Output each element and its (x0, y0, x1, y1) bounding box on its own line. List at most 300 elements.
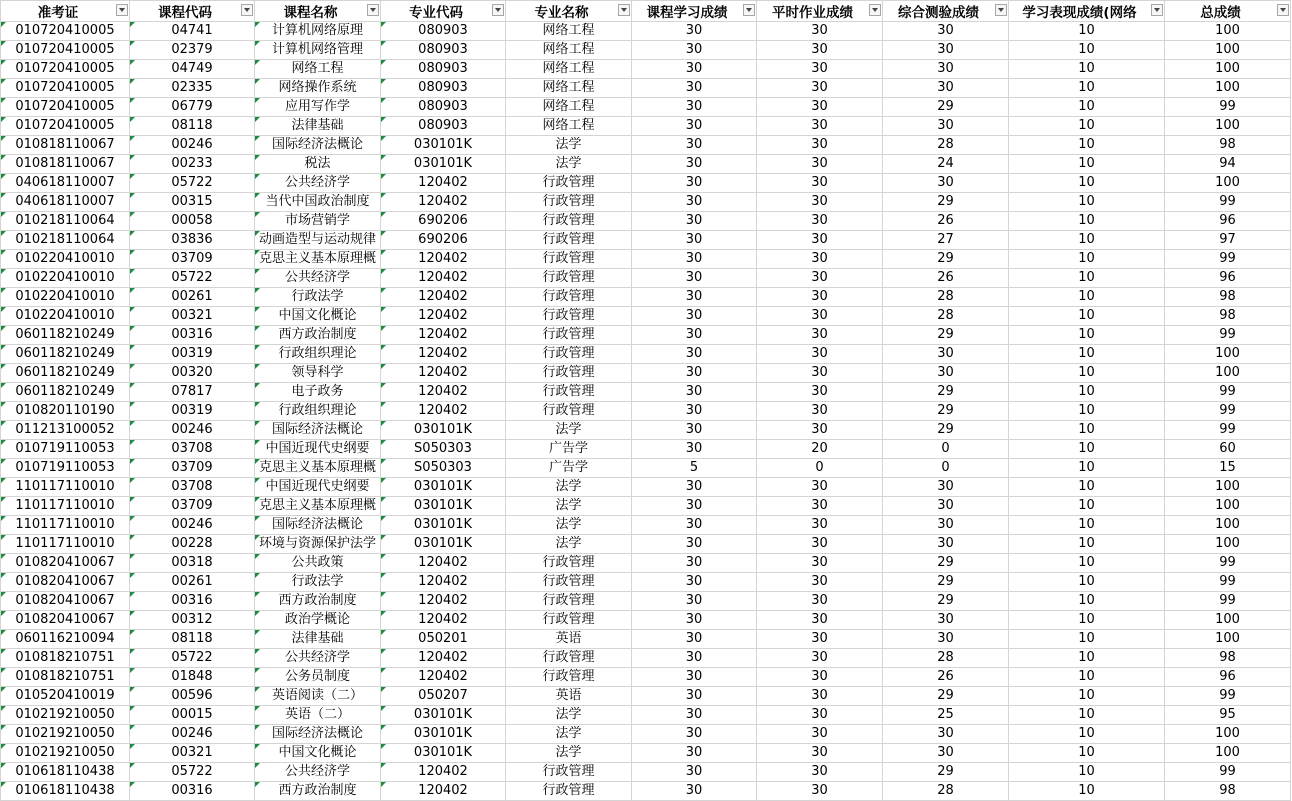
cell-course-code[interactable]: 00246 (130, 725, 255, 744)
cell-course-study-score[interactable]: 30 (632, 41, 757, 60)
cell-course-study-score[interactable]: 30 (632, 497, 757, 516)
cell-test-score[interactable]: 30 (883, 516, 1009, 535)
cell-course-code[interactable]: 00596 (130, 687, 255, 706)
cell-admission-no[interactable]: 010818110067 (1, 155, 130, 174)
cell-major-name[interactable]: 行政管理 (506, 307, 632, 326)
cell-major-code[interactable]: 120402 (381, 763, 506, 782)
header-cell-major-name[interactable] (506, 1, 632, 22)
cell-major-name[interactable]: 行政管理 (506, 193, 632, 212)
cell-homework-score[interactable]: 30 (757, 725, 883, 744)
cell-performance-score[interactable]: 10 (1009, 136, 1165, 155)
cell-course-study-score[interactable]: 30 (632, 345, 757, 364)
cell-course-name[interactable]: 公共经济学 (255, 174, 381, 193)
filter-dropdown-icon[interactable] (743, 4, 755, 16)
cell-test-score[interactable]: 30 (883, 22, 1009, 41)
cell-major-code[interactable]: 120402 (381, 364, 506, 383)
cell-test-score[interactable]: 29 (883, 193, 1009, 212)
cell-total-score[interactable]: 99 (1165, 592, 1291, 611)
cell-course-study-score[interactable]: 30 (632, 687, 757, 706)
cell-course-name[interactable]: 应用写作学 (255, 98, 381, 117)
cell-total-score[interactable]: 99 (1165, 554, 1291, 573)
cell-admission-no[interactable]: 110117110010 (1, 516, 130, 535)
filter-dropdown-icon[interactable] (241, 4, 253, 16)
cell-major-code[interactable]: 030101K (381, 421, 506, 440)
cell-major-code[interactable]: 120402 (381, 250, 506, 269)
cell-performance-score[interactable]: 10 (1009, 668, 1165, 687)
cell-test-score[interactable]: 26 (883, 269, 1009, 288)
cell-test-score[interactable]: 28 (883, 307, 1009, 326)
cell-major-name[interactable]: 行政管理 (506, 782, 632, 801)
cell-test-score[interactable]: 29 (883, 383, 1009, 402)
cell-total-score[interactable]: 100 (1165, 41, 1291, 60)
filter-dropdown-icon[interactable] (1151, 4, 1163, 16)
cell-course-name[interactable]: 国际经济法概论 (255, 725, 381, 744)
cell-test-score[interactable]: 30 (883, 725, 1009, 744)
cell-performance-score[interactable]: 10 (1009, 573, 1165, 592)
cell-course-study-score[interactable]: 30 (632, 440, 757, 459)
cell-major-name[interactable]: 法学 (506, 478, 632, 497)
cell-homework-score[interactable]: 30 (757, 782, 883, 801)
cell-test-score[interactable]: 0 (883, 440, 1009, 459)
cell-course-code[interactable]: 05722 (130, 174, 255, 193)
cell-test-score[interactable]: 28 (883, 136, 1009, 155)
cell-major-name[interactable]: 行政管理 (506, 326, 632, 345)
cell-course-study-score[interactable]: 30 (632, 79, 757, 98)
cell-homework-score[interactable]: 30 (757, 763, 883, 782)
cell-course-code[interactable]: 03709 (130, 497, 255, 516)
cell-course-name[interactable]: 计算机网络原理 (255, 22, 381, 41)
cell-major-name[interactable]: 行政管理 (506, 763, 632, 782)
cell-performance-score[interactable]: 10 (1009, 231, 1165, 250)
cell-admission-no[interactable]: 010220410010 (1, 307, 130, 326)
cell-course-name[interactable]: 法律基础 (255, 117, 381, 136)
cell-total-score[interactable]: 96 (1165, 212, 1291, 231)
cell-course-study-score[interactable]: 30 (632, 22, 757, 41)
cell-major-code[interactable]: 030101K (381, 706, 506, 725)
cell-performance-score[interactable]: 10 (1009, 41, 1165, 60)
cell-major-code[interactable]: 120402 (381, 782, 506, 801)
cell-major-name[interactable]: 法学 (506, 725, 632, 744)
cell-homework-score[interactable]: 30 (757, 231, 883, 250)
cell-major-name[interactable]: 行政管理 (506, 231, 632, 250)
cell-major-code[interactable]: 120402 (381, 383, 506, 402)
cell-course-name[interactable]: 英语阅读（二） (255, 687, 381, 706)
cell-total-score[interactable]: 99 (1165, 326, 1291, 345)
cell-homework-score[interactable]: 30 (757, 516, 883, 535)
cell-test-score[interactable]: 28 (883, 649, 1009, 668)
cell-admission-no[interactable]: 010818210751 (1, 668, 130, 687)
cell-performance-score[interactable]: 10 (1009, 269, 1165, 288)
cell-course-name[interactable]: 行政组织理论 (255, 402, 381, 421)
cell-major-name[interactable]: 行政管理 (506, 364, 632, 383)
cell-course-study-score[interactable]: 30 (632, 250, 757, 269)
cell-test-score[interactable]: 29 (883, 592, 1009, 611)
header-cell-course-code[interactable] (130, 1, 255, 22)
cell-major-code[interactable]: 120402 (381, 326, 506, 345)
header-cell-admission-no[interactable] (1, 1, 130, 22)
cell-course-code[interactable]: 00321 (130, 307, 255, 326)
cell-course-code[interactable]: 00316 (130, 782, 255, 801)
cell-admission-no[interactable]: 010220410010 (1, 269, 130, 288)
cell-course-study-score[interactable]: 30 (632, 174, 757, 193)
cell-total-score[interactable]: 99 (1165, 250, 1291, 269)
cell-admission-no[interactable]: 011213100052 (1, 421, 130, 440)
cell-homework-score[interactable]: 30 (757, 288, 883, 307)
cell-total-score[interactable]: 98 (1165, 649, 1291, 668)
cell-major-code[interactable]: 050201 (381, 630, 506, 649)
cell-total-score[interactable]: 100 (1165, 345, 1291, 364)
cell-homework-score[interactable]: 20 (757, 440, 883, 459)
cell-admission-no[interactable]: 010719110053 (1, 459, 130, 478)
cell-admission-no[interactable]: 110117110010 (1, 478, 130, 497)
cell-course-study-score[interactable]: 30 (632, 535, 757, 554)
cell-course-study-score[interactable]: 30 (632, 231, 757, 250)
cell-course-name[interactable]: 网络工程 (255, 60, 381, 79)
cell-admission-no[interactable]: 010618110438 (1, 782, 130, 801)
cell-admission-no[interactable]: 010219210050 (1, 725, 130, 744)
cell-performance-score[interactable]: 10 (1009, 497, 1165, 516)
cell-homework-score[interactable]: 30 (757, 60, 883, 79)
cell-test-score[interactable]: 30 (883, 364, 1009, 383)
cell-course-name[interactable]: 西方政治制度 (255, 592, 381, 611)
cell-admission-no[interactable]: 060116210094 (1, 630, 130, 649)
cell-major-name[interactable]: 网络工程 (506, 79, 632, 98)
cell-performance-score[interactable]: 10 (1009, 687, 1165, 706)
cell-major-name[interactable]: 行政管理 (506, 554, 632, 573)
filter-dropdown-icon[interactable] (367, 4, 379, 16)
cell-course-code[interactable]: 00261 (130, 288, 255, 307)
cell-test-score[interactable]: 25 (883, 706, 1009, 725)
cell-major-code[interactable]: 080903 (381, 98, 506, 117)
header-cell-homework-score[interactable] (757, 1, 883, 22)
cell-major-name[interactable]: 行政管理 (506, 668, 632, 687)
cell-major-code[interactable]: 030101K (381, 744, 506, 763)
cell-course-code[interactable]: 00319 (130, 402, 255, 421)
cell-homework-score[interactable]: 30 (757, 250, 883, 269)
cell-performance-score[interactable]: 10 (1009, 535, 1165, 554)
cell-homework-score[interactable]: 30 (757, 212, 883, 231)
cell-total-score[interactable]: 100 (1165, 174, 1291, 193)
cell-total-score[interactable]: 99 (1165, 573, 1291, 592)
cell-major-name[interactable]: 法学 (506, 497, 632, 516)
cell-major-name[interactable]: 法学 (506, 706, 632, 725)
cell-total-score[interactable]: 96 (1165, 668, 1291, 687)
cell-course-study-score[interactable]: 30 (632, 516, 757, 535)
cell-performance-score[interactable]: 10 (1009, 630, 1165, 649)
cell-course-name[interactable]: 英语（二） (255, 706, 381, 725)
cell-course-code[interactable]: 02335 (130, 79, 255, 98)
cell-major-code[interactable]: 080903 (381, 22, 506, 41)
cell-course-name[interactable]: 国际经济法概论 (255, 421, 381, 440)
cell-course-code[interactable]: 00319 (130, 345, 255, 364)
cell-course-code[interactable]: 07817 (130, 383, 255, 402)
cell-course-code[interactable]: 00316 (130, 326, 255, 345)
cell-major-name[interactable]: 行政管理 (506, 288, 632, 307)
cell-total-score[interactable]: 100 (1165, 497, 1291, 516)
cell-course-study-score[interactable]: 30 (632, 136, 757, 155)
cell-test-score[interactable]: 29 (883, 402, 1009, 421)
cell-test-score[interactable]: 28 (883, 782, 1009, 801)
cell-course-study-score[interactable]: 30 (632, 478, 757, 497)
cell-total-score[interactable]: 100 (1165, 364, 1291, 383)
cell-major-code[interactable]: 120402 (381, 174, 506, 193)
cell-course-code[interactable]: 00058 (130, 212, 255, 231)
cell-major-code[interactable]: 030101K (381, 535, 506, 554)
cell-performance-score[interactable]: 10 (1009, 155, 1165, 174)
cell-course-name[interactable]: 公共经济学 (255, 649, 381, 668)
cell-test-score[interactable]: 0 (883, 459, 1009, 478)
cell-test-score[interactable]: 29 (883, 763, 1009, 782)
cell-major-name[interactable]: 行政管理 (506, 592, 632, 611)
header-cell-performance-score[interactable] (1009, 1, 1165, 22)
cell-total-score[interactable]: 100 (1165, 79, 1291, 98)
cell-course-study-score[interactable]: 30 (632, 269, 757, 288)
cell-homework-score[interactable]: 30 (757, 117, 883, 136)
cell-performance-score[interactable]: 10 (1009, 706, 1165, 725)
cell-homework-score[interactable]: 30 (757, 611, 883, 630)
cell-major-code[interactable]: 120402 (381, 402, 506, 421)
cell-performance-score[interactable]: 10 (1009, 288, 1165, 307)
cell-course-study-score[interactable]: 30 (632, 744, 757, 763)
cell-course-name[interactable]: 环境与资源保护法学 (255, 535, 381, 554)
cell-major-code[interactable]: 120402 (381, 554, 506, 573)
cell-test-score[interactable]: 29 (883, 250, 1009, 269)
cell-homework-score[interactable]: 30 (757, 326, 883, 345)
cell-major-name[interactable]: 行政管理 (506, 269, 632, 288)
cell-admission-no[interactable]: 060118210249 (1, 345, 130, 364)
cell-course-study-score[interactable]: 30 (632, 60, 757, 79)
cell-major-code[interactable]: 030101K (381, 516, 506, 535)
cell-admission-no[interactable]: 010820410067 (1, 573, 130, 592)
cell-major-name[interactable]: 行政管理 (506, 649, 632, 668)
cell-major-name[interactable]: 行政管理 (506, 250, 632, 269)
cell-admission-no[interactable]: 010520410019 (1, 687, 130, 706)
cell-test-score[interactable]: 29 (883, 573, 1009, 592)
cell-homework-score[interactable]: 30 (757, 193, 883, 212)
cell-major-code[interactable]: 120402 (381, 307, 506, 326)
cell-course-name[interactable]: 税法 (255, 155, 381, 174)
cell-course-study-score[interactable]: 30 (632, 782, 757, 801)
cell-major-code[interactable]: 080903 (381, 41, 506, 60)
cell-course-study-score[interactable]: 30 (632, 155, 757, 174)
cell-course-name[interactable]: 当代中国政治制度 (255, 193, 381, 212)
cell-course-code[interactable]: 03836 (130, 231, 255, 250)
cell-homework-score[interactable]: 30 (757, 497, 883, 516)
cell-course-code[interactable]: 04749 (130, 60, 255, 79)
cell-admission-no[interactable]: 010820410067 (1, 611, 130, 630)
cell-course-study-score[interactable]: 30 (632, 364, 757, 383)
cell-test-score[interactable]: 29 (883, 687, 1009, 706)
cell-admission-no[interactable]: 010818110067 (1, 136, 130, 155)
cell-course-code[interactable]: 05722 (130, 763, 255, 782)
cell-homework-score[interactable]: 30 (757, 744, 883, 763)
cell-course-study-score[interactable]: 30 (632, 98, 757, 117)
cell-homework-score[interactable]: 0 (757, 459, 883, 478)
cell-course-code[interactable]: 08118 (130, 630, 255, 649)
cell-performance-score[interactable]: 10 (1009, 782, 1165, 801)
cell-course-code[interactable]: 00261 (130, 573, 255, 592)
cell-admission-no[interactable]: 010720410005 (1, 79, 130, 98)
cell-course-study-score[interactable]: 30 (632, 763, 757, 782)
cell-course-study-score[interactable]: 30 (632, 592, 757, 611)
cell-major-name[interactable]: 网络工程 (506, 41, 632, 60)
cell-major-name[interactable]: 法学 (506, 516, 632, 535)
cell-course-name[interactable]: 法律基础 (255, 630, 381, 649)
cell-homework-score[interactable]: 30 (757, 687, 883, 706)
cell-admission-no[interactable]: 010720410005 (1, 98, 130, 117)
cell-admission-no[interactable]: 010720410005 (1, 22, 130, 41)
cell-major-name[interactable]: 法学 (506, 136, 632, 155)
cell-admission-no[interactable]: 110117110010 (1, 535, 130, 554)
cell-course-study-score[interactable]: 30 (632, 193, 757, 212)
cell-admission-no[interactable]: 060118210249 (1, 326, 130, 345)
cell-course-study-score[interactable]: 30 (632, 554, 757, 573)
cell-course-name[interactable]: 领导科学 (255, 364, 381, 383)
filter-dropdown-icon[interactable] (869, 4, 881, 16)
cell-admission-no[interactable]: 010219210050 (1, 706, 130, 725)
cell-performance-score[interactable]: 10 (1009, 193, 1165, 212)
cell-homework-score[interactable]: 30 (757, 98, 883, 117)
cell-test-score[interactable]: 26 (883, 212, 1009, 231)
cell-homework-score[interactable]: 30 (757, 364, 883, 383)
cell-course-study-score[interactable]: 30 (632, 573, 757, 592)
cell-major-name[interactable]: 行政管理 (506, 174, 632, 193)
cell-total-score[interactable]: 94 (1165, 155, 1291, 174)
cell-test-score[interactable]: 30 (883, 79, 1009, 98)
cell-course-code[interactable]: 08118 (130, 117, 255, 136)
cell-course-code[interactable]: 02379 (130, 41, 255, 60)
cell-major-name[interactable]: 网络工程 (506, 60, 632, 79)
cell-major-name[interactable]: 网络工程 (506, 22, 632, 41)
cell-major-name[interactable]: 法学 (506, 744, 632, 763)
cell-course-code[interactable]: 00320 (130, 364, 255, 383)
cell-major-code[interactable]: 120402 (381, 592, 506, 611)
cell-test-score[interactable]: 30 (883, 535, 1009, 554)
cell-admission-no[interactable]: 010720410005 (1, 60, 130, 79)
cell-course-study-score[interactable]: 30 (632, 117, 757, 136)
cell-performance-score[interactable]: 10 (1009, 478, 1165, 497)
cell-test-score[interactable]: 30 (883, 497, 1009, 516)
cell-total-score[interactable]: 97 (1165, 231, 1291, 250)
cell-course-study-score[interactable]: 30 (632, 668, 757, 687)
cell-homework-score[interactable]: 30 (757, 535, 883, 554)
cell-homework-score[interactable]: 30 (757, 592, 883, 611)
cell-performance-score[interactable]: 10 (1009, 212, 1165, 231)
header-cell-major-code[interactable] (381, 1, 506, 22)
cell-homework-score[interactable]: 30 (757, 573, 883, 592)
cell-total-score[interactable]: 100 (1165, 744, 1291, 763)
cell-major-code[interactable]: 030101K (381, 725, 506, 744)
cell-homework-score[interactable]: 30 (757, 706, 883, 725)
cell-test-score[interactable]: 29 (883, 326, 1009, 345)
cell-performance-score[interactable]: 10 (1009, 345, 1165, 364)
cell-course-name[interactable]: 国际经济法概论 (255, 516, 381, 535)
cell-major-code[interactable]: 080903 (381, 117, 506, 136)
cell-course-name[interactable]: 行政组织理论 (255, 345, 381, 364)
filter-dropdown-icon[interactable] (116, 4, 128, 16)
cell-performance-score[interactable]: 10 (1009, 516, 1165, 535)
cell-total-score[interactable]: 99 (1165, 763, 1291, 782)
cell-major-code[interactable]: 690206 (381, 231, 506, 250)
cell-admission-no[interactable]: 010219210050 (1, 744, 130, 763)
cell-performance-score[interactable]: 10 (1009, 326, 1165, 345)
cell-major-name[interactable]: 行政管理 (506, 383, 632, 402)
cell-total-score[interactable]: 100 (1165, 725, 1291, 744)
cell-course-name[interactable]: 公共政策 (255, 554, 381, 573)
cell-course-name[interactable]: 政治学概论 (255, 611, 381, 630)
cell-total-score[interactable]: 98 (1165, 136, 1291, 155)
cell-homework-score[interactable]: 30 (757, 174, 883, 193)
cell-test-score[interactable]: 30 (883, 345, 1009, 364)
cell-admission-no[interactable]: 010218110064 (1, 212, 130, 231)
cell-performance-score[interactable]: 10 (1009, 459, 1165, 478)
cell-performance-score[interactable]: 10 (1009, 364, 1165, 383)
cell-course-code[interactable]: 00228 (130, 535, 255, 554)
cell-admission-no[interactable]: 010820410067 (1, 592, 130, 611)
cell-course-name[interactable]: 行政法学 (255, 573, 381, 592)
cell-course-code[interactable]: 03708 (130, 440, 255, 459)
cell-test-score[interactable]: 30 (883, 117, 1009, 136)
cell-performance-score[interactable]: 10 (1009, 117, 1165, 136)
cell-major-code[interactable]: 080903 (381, 60, 506, 79)
cell-total-score[interactable]: 99 (1165, 383, 1291, 402)
cell-performance-score[interactable]: 10 (1009, 744, 1165, 763)
cell-major-code[interactable]: 690206 (381, 212, 506, 231)
cell-major-name[interactable]: 行政管理 (506, 573, 632, 592)
cell-course-study-score[interactable]: 30 (632, 288, 757, 307)
cell-major-code[interactable]: 120402 (381, 345, 506, 364)
cell-major-name[interactable]: 法学 (506, 155, 632, 174)
cell-course-name[interactable]: 电子政务 (255, 383, 381, 402)
cell-performance-score[interactable]: 10 (1009, 22, 1165, 41)
cell-major-name[interactable]: 网络工程 (506, 117, 632, 136)
cell-test-score[interactable]: 30 (883, 744, 1009, 763)
cell-course-code[interactable]: 00233 (130, 155, 255, 174)
cell-course-name[interactable]: 中国近现代史纲要 (255, 478, 381, 497)
cell-performance-score[interactable]: 10 (1009, 763, 1165, 782)
cell-course-study-score[interactable]: 30 (632, 630, 757, 649)
cell-course-name[interactable]: 中国近现代史纲要 (255, 440, 381, 459)
cell-major-code[interactable]: 080903 (381, 79, 506, 98)
cell-test-score[interactable]: 29 (883, 98, 1009, 117)
cell-course-study-score[interactable]: 30 (632, 307, 757, 326)
cell-major-code[interactable]: 120402 (381, 288, 506, 307)
cell-course-name[interactable]: 网络操作系统 (255, 79, 381, 98)
cell-test-score[interactable]: 27 (883, 231, 1009, 250)
cell-total-score[interactable]: 100 (1165, 22, 1291, 41)
cell-course-study-score[interactable]: 30 (632, 611, 757, 630)
cell-performance-score[interactable]: 10 (1009, 440, 1165, 459)
cell-major-name[interactable]: 法学 (506, 421, 632, 440)
header-cell-course-name[interactable] (255, 1, 381, 22)
cell-course-study-score[interactable]: 30 (632, 706, 757, 725)
cell-admission-no[interactable]: 010720410005 (1, 117, 130, 136)
filter-dropdown-icon[interactable] (492, 4, 504, 16)
cell-course-code[interactable]: 03709 (130, 250, 255, 269)
cell-performance-score[interactable]: 10 (1009, 421, 1165, 440)
cell-homework-score[interactable]: 30 (757, 155, 883, 174)
cell-course-code[interactable]: 00246 (130, 136, 255, 155)
cell-homework-score[interactable]: 30 (757, 630, 883, 649)
cell-test-score[interactable]: 30 (883, 478, 1009, 497)
cell-course-code[interactable]: 06779 (130, 98, 255, 117)
cell-course-study-score[interactable]: 30 (632, 383, 757, 402)
cell-homework-score[interactable]: 30 (757, 307, 883, 326)
cell-admission-no[interactable]: 010220410010 (1, 288, 130, 307)
cell-total-score[interactable]: 15 (1165, 459, 1291, 478)
cell-major-name[interactable]: 行政管理 (506, 402, 632, 421)
cell-course-code[interactable]: 00318 (130, 554, 255, 573)
